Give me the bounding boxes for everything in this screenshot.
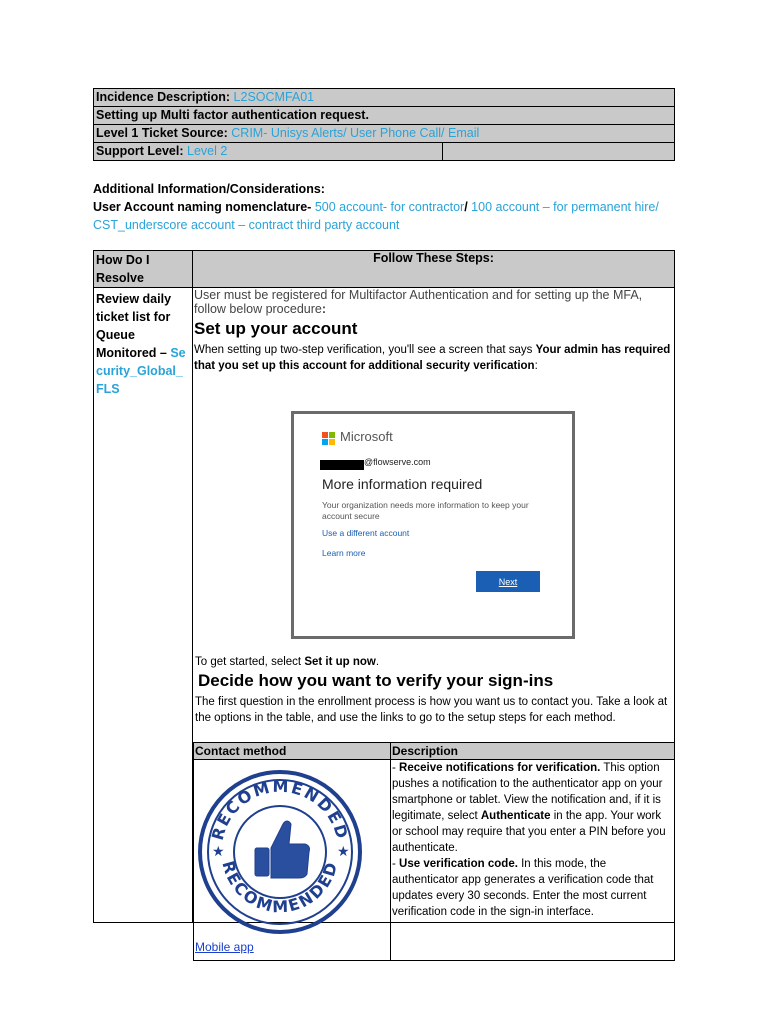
setup-paragraph xyxy=(194,342,674,374)
verify-section xyxy=(194,654,674,726)
account-email: @flowserve.com xyxy=(364,457,431,467)
support-level-label: Support Level: xyxy=(96,144,184,158)
screenshot-message: Your organization needs more information to keep your account secure xyxy=(322,500,529,521)
queue-name: Security_Global_FLS xyxy=(96,346,186,396)
setup-text: When setting up two-step verification, you'll see a screen that says xyxy=(194,344,536,356)
heading-decide-verify: Decide how you want to verify your sign-ins xyxy=(198,671,554,690)
desc2-bold: Use verification code. xyxy=(399,858,518,870)
naming-500: 500 account- for contractor xyxy=(314,200,465,214)
desc2-text: In this mode, the authenticator app generates a verification code that updates every 30 seconds. Enter the most current verification code in the sign-in interface. xyxy=(392,858,654,918)
heading-set-up-account: Set up your account xyxy=(194,319,358,338)
desc1-text-a: This option pushes a notification to the authenticator app on your smartphone or tablet. View the notification and, if it is legitimate, select xyxy=(392,762,663,822)
col-follow-steps: Follow These Steps: xyxy=(193,251,675,288)
get-started-body: To get started, select xyxy=(195,656,305,668)
next-button[interactable]: Next xyxy=(476,571,540,592)
resolve-text: Review daily ticket list for Queue Monitored – xyxy=(96,292,172,360)
stamp-text-bottom: RECOMMENDED xyxy=(218,858,342,917)
intro-colon: : xyxy=(321,302,327,316)
svg-text:★: ★ xyxy=(337,843,350,859)
setup-colon: : xyxy=(534,360,538,372)
desc2-dash: - xyxy=(392,858,400,870)
get-started-period: . xyxy=(375,656,380,668)
ticket-source-value: CRIM- Unisys Alerts/ User Phone Call/ Email xyxy=(231,126,480,140)
incident-header-table xyxy=(93,88,675,161)
ticket-source-label: Level 1 Ticket Source: xyxy=(96,126,228,140)
resolve-cell xyxy=(94,288,193,923)
naming-sep: / xyxy=(464,200,468,214)
desc1-dash: - xyxy=(392,762,400,774)
mobile-app-link[interactable]: Mobile app xyxy=(195,940,254,954)
enrollment-paragraph: The first question in the enrollment process is how you want us to contact you. Take a look at the options in the table, and use the links to go to the setup steps for each method. xyxy=(195,696,668,724)
support-level-empty xyxy=(443,143,675,161)
recommended-stamp-icon xyxy=(197,762,363,938)
set-it-up-now: Set it up now xyxy=(304,656,376,668)
stamp-text-top: RECOMMENDED xyxy=(207,776,353,843)
incidence-id: L2SOCMFA01 xyxy=(233,90,315,104)
naming-nomenclature xyxy=(93,198,675,234)
logo-square-blue xyxy=(322,439,328,445)
naming-100: 100 account – for permanent hire/ CST_underscore account – contract third party account xyxy=(93,200,659,232)
incident-title: Setting up Multi factor authentication request. xyxy=(94,107,675,125)
use-different-account-link[interactable]: Use a different account xyxy=(322,528,410,538)
desc1-bold: Receive notifications for verification. xyxy=(399,762,601,774)
ticket-source-row xyxy=(94,125,675,143)
col-contact-method: Contact method xyxy=(194,743,391,760)
col-how-resolve: How Do I Resolve xyxy=(94,251,193,288)
setup-bold: Your admin has required that you set up this account for additional security verification xyxy=(194,344,671,372)
desc1-authenticate: Authenticate xyxy=(480,810,551,822)
intro-text xyxy=(194,288,674,316)
incidence-label: Incidence Description: xyxy=(96,90,231,104)
logo-square-red xyxy=(322,432,328,438)
additional-info-title: Additional Information/Considerations: xyxy=(93,182,325,196)
learn-more-link[interactable]: Learn more xyxy=(322,548,366,558)
steps-cell xyxy=(193,288,675,954)
procedure-table xyxy=(93,250,675,954)
contact-methods-table xyxy=(193,742,675,961)
naming-label: User Account naming nomenclature- xyxy=(93,200,312,214)
redacted-username xyxy=(320,460,364,470)
screenshot-title: More information required xyxy=(322,476,483,492)
support-level-value: Level 2 xyxy=(187,144,228,158)
logo-square-yellow xyxy=(329,439,335,445)
microsoft-logo-icon xyxy=(322,432,335,445)
additional-info xyxy=(93,180,675,234)
desc1-text-b: in the app. Your work or school may require that you enter a PIN before you authenticate. xyxy=(392,810,666,854)
logo-square-green xyxy=(329,432,335,438)
support-level-row xyxy=(94,143,443,161)
microsoft-brand: Microsoft xyxy=(340,429,393,444)
get-started-text xyxy=(195,654,674,670)
intro-body: User must be registered for Multifactor Authentication and for setting up the MFA, follow below procedure xyxy=(194,288,643,316)
mobile-app-cell xyxy=(194,760,391,961)
svg-text:★: ★ xyxy=(212,843,225,859)
col-description: Description xyxy=(391,743,675,760)
incidence-row xyxy=(94,89,675,107)
method-description-cell xyxy=(391,760,675,961)
mfa-screenshot xyxy=(291,411,575,639)
